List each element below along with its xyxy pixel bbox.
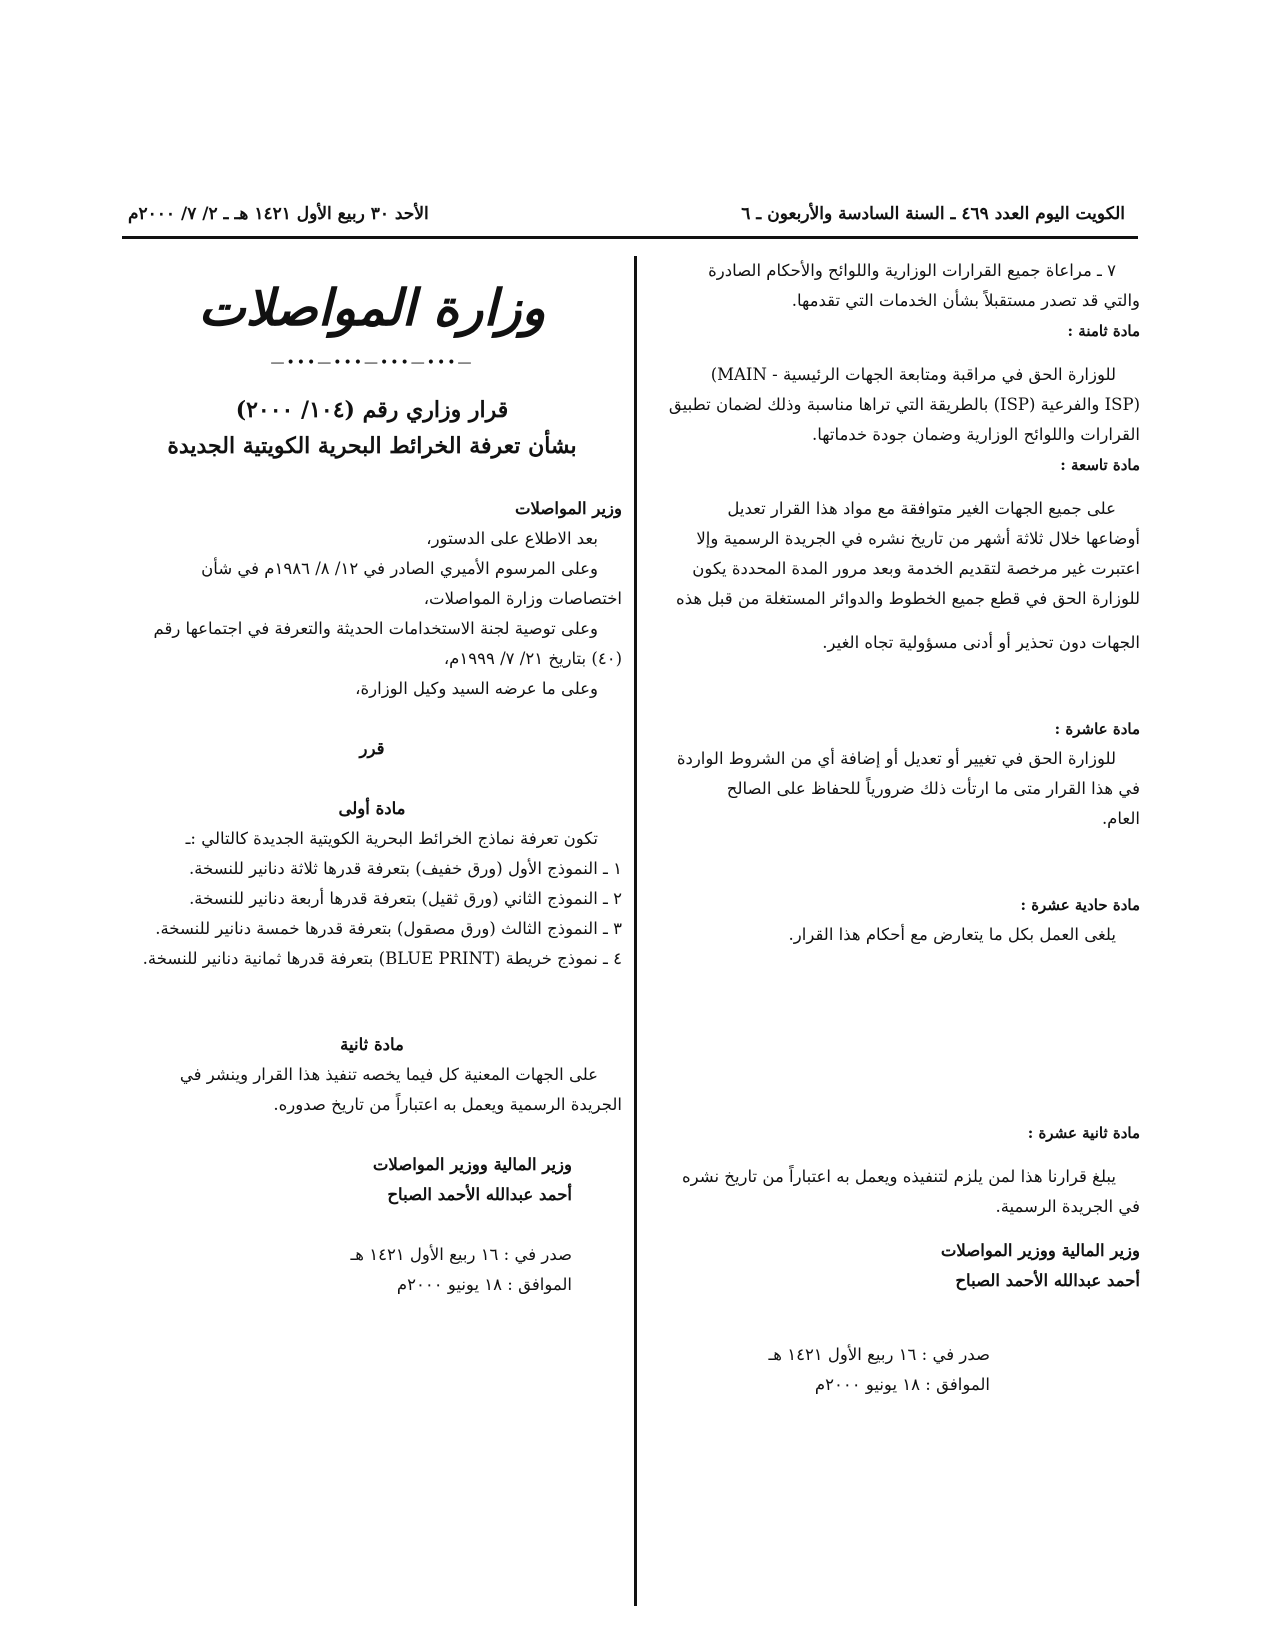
article-1-heading: مادة أولى xyxy=(338,799,406,818)
article-12-line-1: يبلغ قرارنا هذا لمن يلزم لتنفيذه ويعمل به اعتباراً من تاريخ نشره xyxy=(682,1167,1116,1186)
left-signatory-title: وزير المالية ووزير المواصلات xyxy=(372,1155,572,1174)
article-9-line-3: اعتبرت غير مرخصة لتقديم الخدمة وبعد مرور المدة المحددة يكون xyxy=(692,559,1140,578)
article-10-heading: مادة عاشرة : xyxy=(1054,720,1140,738)
article-9-line-2: أوضاعها خلال ثلاثة أشهر من تاريخ نشره في الجريدة الرسمية وإلا xyxy=(696,529,1140,548)
article-10-line-1: للوزارة الحق في تغيير أو تعديل أو إضافة أي من الشروط الواردة xyxy=(676,749,1116,768)
article-8-heading: مادة ثامنة : xyxy=(1067,322,1140,340)
article-1-intro: تكون تعرفة نماذج الخرائط البحرية الكويتية الجديدة كالتالي :ـ xyxy=(185,829,598,848)
left-column xyxy=(122,270,622,1300)
preamble-1: بعد الاطلاع على الدستور، xyxy=(426,529,598,548)
article-11-heading: مادة حادية عشرة : xyxy=(1020,896,1140,914)
right-column xyxy=(650,256,1140,1400)
article-2-line-1: على الجهات المعنية كل فيما يخصه تنفيذ هذا القرار وينشر في xyxy=(179,1065,598,1084)
minister-label: وزير المواصلات xyxy=(514,499,622,518)
article-10-line-3: العام. xyxy=(1101,809,1140,828)
article-9-line-5: الجهات دون تحذير أو أدنى مسؤولية تجاه الغير. xyxy=(822,633,1140,652)
preamble-3a: وعلى توصية لجنة الاستخدامات الحديثة والتعرفة في اجتماعها رقم xyxy=(153,619,598,638)
ornament-divider: —•••—•••—•••—•••— xyxy=(270,355,474,371)
article-8-line-1: للوزارة الحق في مراقبة ومتابعة الجهات الرئيسية - MAIN) xyxy=(710,365,1116,384)
signatory-title: وزير المالية ووزير المواصلات xyxy=(940,1241,1140,1260)
article-9-line-4: للوزارة الحق في قطع جميع الخطوط والدوائر المستغلة من قبل هذه xyxy=(676,589,1140,608)
article-8-line-3: القرارات واللوائح الوزارية وضمان جودة خدماتها. xyxy=(811,425,1140,444)
preamble-2a: وعلى المرسوم الأميري الصادر في ١٢/ ٨/ ١٩٨٦م في شأن xyxy=(201,559,598,578)
preamble-3b: (٤٠) بتاريخ ٢١/ ٧/ ١٩٩٩م، xyxy=(443,649,622,668)
item-7-line-1: ٧ ـ مراعاة جميع القرارات الوزارية واللوائح والأحكام الصادرة xyxy=(708,261,1116,280)
header-date: الأحد ٣٠ ربيع الأول ١٤٢١ هـ ـ ٢/ ٧/ ٢٠٠٠م xyxy=(128,204,429,224)
header-rule xyxy=(122,236,1138,239)
article-11-line-1: يلغى العمل بكل ما يتعارض مع أحكام هذا القرار. xyxy=(788,925,1116,944)
decree-number: قرار وزاري رقم (١٠٤/ ٢٠٠٠) xyxy=(235,397,509,423)
decree-subject: بشأن تعرفة الخرائط البحرية الكويتية الجديدة xyxy=(167,433,577,459)
left-issue-date: صدر في : ١٦ ربيع الأول ١٤٢١ هـ xyxy=(350,1245,572,1264)
article-1-item-4: ٤ ـ نموذج خريطة (BLUE PRINT) بتعرفة قدرها ثمانية دنانير للنسخة. xyxy=(142,949,622,968)
preamble-4: وعلى ما عرضه السيد وكيل الوزارة، xyxy=(355,679,598,698)
left-corresponding-date: الموافق : ١٨ يونيو ٢٠٠٠م xyxy=(396,1275,572,1294)
signatory-name: أحمد عبدالله الأحمد الصباح xyxy=(955,1271,1140,1290)
article-9-line-1: على جميع الجهات الغير متوافقة مع مواد هذا القرار تعديل xyxy=(727,499,1116,518)
item-7-line-2: والتي قد تصدر مستقبلاً بشأن الخدمات التي تقدمها. xyxy=(791,291,1140,310)
article-2-heading: مادة ثانية xyxy=(340,1035,404,1054)
left-signatory-name: أحمد عبدالله الأحمد الصباح xyxy=(387,1185,572,1204)
article-10-line-2: في هذا القرار متى ما ارتأت ذلك ضرورياً للحفاظ على الصالح xyxy=(726,779,1140,798)
header-issue-info: الكويت اليوم العدد ٤٦٩ ـ السنة السادسة والأربعون ـ ٦ xyxy=(741,204,1125,224)
corresponding-date: الموافق : ١٨ يونيو ٢٠٠٠م xyxy=(814,1375,990,1394)
article-1-item-2: ٢ ـ النموذج الثاني (ورق ثقيل) بتعرفة قدرها أربعة دنانير للنسخة. xyxy=(189,889,622,908)
article-12-heading: مادة ثانية عشرة : xyxy=(1027,1124,1140,1142)
preamble-2b: اختصاصات وزارة المواصلات، xyxy=(423,589,622,608)
article-1-item-1: ١ ـ النموذج الأول (ورق خفيف) بتعرفة قدرها ثلاثة دنانير للنسخة. xyxy=(188,859,622,878)
decided-label: قرر xyxy=(359,739,385,758)
article-12-line-2: في الجريدة الرسمية. xyxy=(995,1197,1140,1216)
article-8-line-2: (ISP والفرعية (ISP) بالطريقة التي تراها مناسبة وذلك لضمان تطبيق xyxy=(668,395,1140,414)
article-2-line-2: الجريدة الرسمية ويعمل به اعتباراً من تاريخ صدوره. xyxy=(273,1095,622,1114)
column-divider xyxy=(634,256,637,1606)
ministry-title: وزارة المواصلات xyxy=(198,278,546,337)
issue-date: صدر في : ١٦ ربيع الأول ١٤٢١ هـ xyxy=(768,1345,990,1364)
article-9-heading: مادة تاسعة : xyxy=(1060,456,1140,474)
article-1-item-3: ٣ ـ النموذج الثالث (ورق مصقول) بتعرفة قدرها خمسة دنانير للنسخة. xyxy=(155,919,622,938)
